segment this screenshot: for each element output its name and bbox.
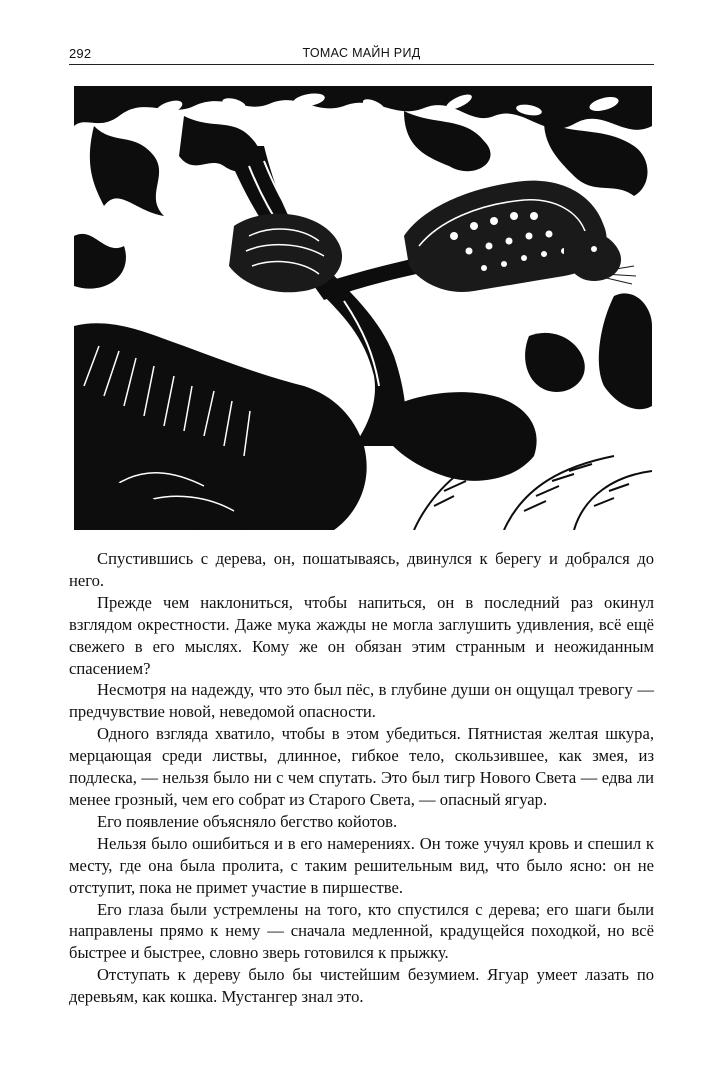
page-number: 292 bbox=[69, 46, 92, 61]
paragraph: Нельзя было ошибиться и в его намерениях. Он тоже учуял кровь и спешил к месту, где она была пролита, с таким решительным вид, что было ясно: он не отступит, пока не примет участие в пиршестве. bbox=[69, 833, 654, 897]
paragraph: Несмотря на надежду, что это был пёс, в глубине души он ощущал тревогу — предчувствие новой, неведомой опасности. bbox=[69, 680, 654, 722]
paragraph: Спустившись с дерева, он, пошатываясь, двинулся к берегу и добрался до него. bbox=[69, 549, 654, 590]
artist-signature: НК bbox=[82, 505, 101, 521]
body-text bbox=[69, 548, 654, 1008]
paragraph: Его глаза были устремлены на того, кто спустился с дерева; его шаги были направлены прямо к нему — сначала медленной, крадущейся походкой, но всё быстрее и быстрее, словно зверь готовился к прыжку. bbox=[69, 899, 654, 963]
jaguar-illustration bbox=[74, 86, 652, 530]
running-title: ТОМАС МАЙН РИД bbox=[302, 46, 421, 60]
paragraph: Отступать к дереву было бы чистейшим безумием. Ягуар умеет лазать по деревьям, как кошка. Мустангер знал это. bbox=[69, 965, 654, 1007]
jaguar-ink-drawing bbox=[74, 86, 652, 530]
running-head bbox=[69, 44, 654, 65]
paragraph: Его появление объясняло бегство койотов. bbox=[97, 811, 398, 831]
paragraph: Одного взгляда хватило, чтобы в этом убедиться. Пятнистая желтая шкура, мерцающая среди листвы, длинное, гибкое тело, скользившее, как змея, из подлеска, — нельзя было ни с чем спутать. Это был тигр Нового Света — едва ли менее грозный, чем его собрат из Старого Света, — опасный ягуар. bbox=[69, 724, 654, 809]
paragraph: Прежде чем наклониться, чтобы напиться, он в последний раз окинул взглядом окрестности. Даже мука жажды не могла заглушить удивления, всё ещё свежего в его мыслях. Кому же он обязан этим странным и неожиданным спасением? bbox=[69, 592, 654, 678]
